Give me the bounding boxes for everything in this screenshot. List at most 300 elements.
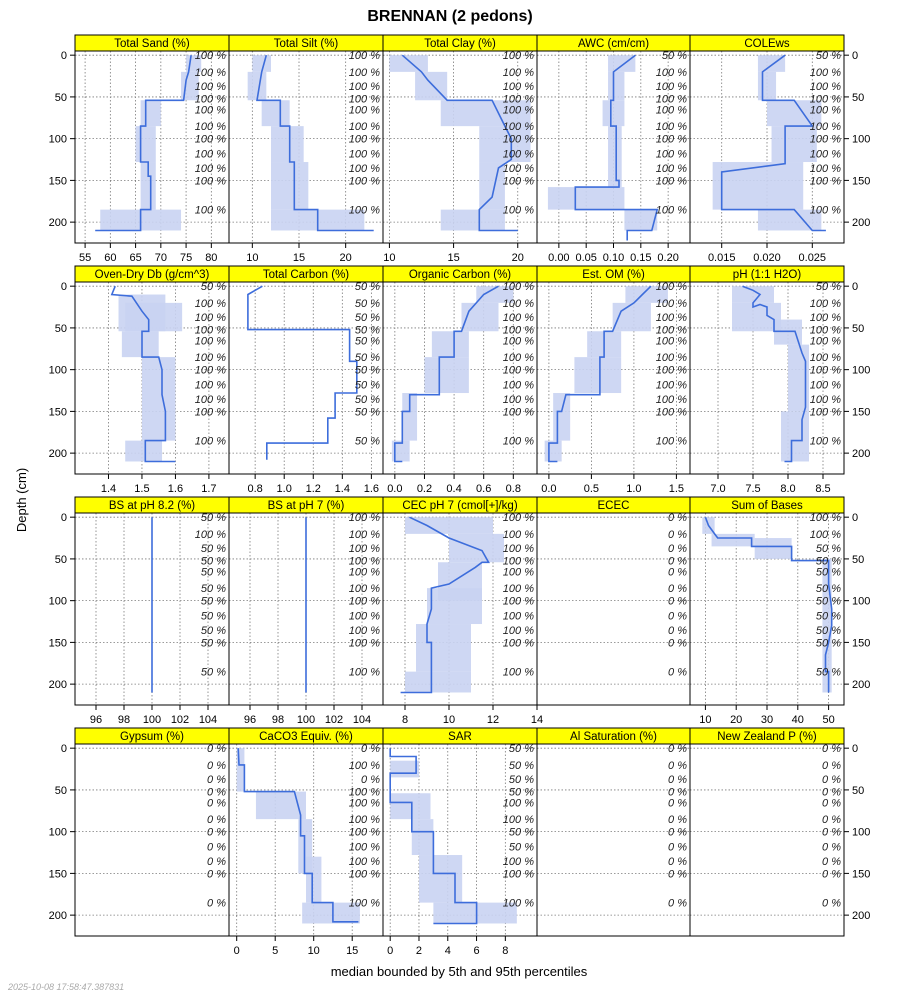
percent-label: 50 % xyxy=(815,637,841,650)
percentile-band xyxy=(136,126,156,162)
x-tick-label: 98 xyxy=(117,714,131,726)
percent-label: 0 % xyxy=(207,868,226,881)
percent-label: 50 % xyxy=(815,555,841,568)
x-tick-label: 0.4 xyxy=(446,483,462,495)
percent-label: 0 % xyxy=(207,759,226,772)
percent-label: 100 % xyxy=(655,406,687,419)
x-tick-label: 96 xyxy=(89,714,103,726)
panel-title: Total Carbon (%) xyxy=(262,269,350,281)
percent-label: 100 % xyxy=(809,312,841,325)
percent-label: 100 % xyxy=(655,133,687,146)
percent-label: 100 % xyxy=(809,352,841,365)
y-tick-label: 0 xyxy=(60,512,67,525)
percent-label: 100 % xyxy=(348,759,380,772)
panel-title: Total Silt (%) xyxy=(273,38,339,50)
percent-label: 50 % xyxy=(200,610,226,623)
percentile-band xyxy=(608,72,624,100)
percent-label: 100 % xyxy=(194,104,226,117)
percent-label: 100 % xyxy=(194,528,226,541)
percentile-band xyxy=(608,126,622,187)
x-tick-label: 0 xyxy=(387,945,394,957)
y-tick-label: 0 xyxy=(60,743,67,756)
percent-label: 100 % xyxy=(348,624,380,637)
percent-label: 100 % xyxy=(502,595,534,608)
percent-label: 100 % xyxy=(348,555,380,568)
x-tick-label: 80 xyxy=(205,252,218,264)
percent-label: 100 % xyxy=(809,406,841,419)
x-tick-label: 0.05 xyxy=(575,252,597,264)
percent-label: 50 % xyxy=(661,50,687,63)
x-tick-label: 10 xyxy=(383,252,396,264)
percent-label: 0 % xyxy=(822,797,841,810)
percent-label: 100 % xyxy=(809,324,841,337)
percent-label: 100 % xyxy=(194,364,226,377)
percent-label: 0 % xyxy=(668,595,687,608)
x-tick-label: 1.4 xyxy=(100,483,117,495)
percentile-band xyxy=(122,331,159,357)
percent-label: 0 % xyxy=(668,512,687,525)
y-tick-label: 0 xyxy=(852,281,859,294)
percent-label: 0 % xyxy=(668,610,687,623)
percent-label: 100 % xyxy=(348,162,380,175)
percent-label: 100 % xyxy=(502,281,534,294)
x-tick-label: 1.0 xyxy=(276,483,292,495)
x-tick-label: 14 xyxy=(530,714,544,726)
x-tick-label: 102 xyxy=(324,714,344,726)
percent-label: 100 % xyxy=(655,352,687,365)
x-tick-label: 1.7 xyxy=(201,483,217,495)
percent-label: 0 % xyxy=(207,786,226,799)
percent-label: 100 % xyxy=(809,148,841,161)
panel-title: ECEC xyxy=(597,500,630,512)
percent-label: 100 % xyxy=(502,583,534,596)
x-tick-label: 20 xyxy=(511,252,524,264)
x-tick-label: 0.8 xyxy=(505,483,521,495)
y-tick-label: 150 xyxy=(852,175,871,188)
percent-label: 100 % xyxy=(502,148,534,161)
percent-label: 0 % xyxy=(822,897,841,910)
percent-label: 50 % xyxy=(200,555,226,568)
y-tick-label: 0 xyxy=(852,512,859,525)
y-tick-label: 100 xyxy=(852,595,871,608)
x-tick-label: 20 xyxy=(730,714,743,726)
percent-label: 100 % xyxy=(655,335,687,348)
percentile-band xyxy=(390,793,430,819)
percent-label: 50 % xyxy=(200,637,226,650)
percent-label: 100 % xyxy=(502,637,534,650)
percent-label: 100 % xyxy=(809,379,841,392)
panel-title: BS at pH 8.2 (%) xyxy=(108,500,196,512)
y-tick-label: 50 xyxy=(852,322,865,335)
x-tick-label: 30 xyxy=(760,714,774,726)
percent-label: 100 % xyxy=(348,610,380,623)
panel-title: CaCO3 Equiv. (%) xyxy=(259,731,353,743)
x-tick-label: 0.20 xyxy=(657,252,679,264)
y-tick-label: 200 xyxy=(48,679,67,692)
percent-label: 100 % xyxy=(194,352,226,365)
percent-label: 100 % xyxy=(194,50,226,63)
percent-label: 100 % xyxy=(348,666,380,679)
percent-label: 100 % xyxy=(194,66,226,79)
x-tick-label: 75 xyxy=(179,252,193,264)
percent-label: 100 % xyxy=(502,566,534,579)
percent-label: 50 % xyxy=(354,364,380,377)
x-tick-label: 15 xyxy=(447,252,460,264)
percent-label: 0 % xyxy=(668,897,687,910)
y-tick-label: 100 xyxy=(48,595,67,608)
percentile-band xyxy=(758,72,776,100)
percent-label: 100 % xyxy=(348,786,380,799)
percent-label: 100 % xyxy=(194,297,226,310)
percent-label: 100 % xyxy=(194,148,226,161)
panel-title: Organic Carbon (%) xyxy=(408,269,512,281)
x-tick-label: 12 xyxy=(486,714,500,726)
percent-label: 100 % xyxy=(809,297,841,310)
percent-label: 100 % xyxy=(655,81,687,94)
percent-label: 100 % xyxy=(502,393,534,406)
percent-label: 50 % xyxy=(508,841,534,854)
percent-label: 50 % xyxy=(815,595,841,608)
percentile-band xyxy=(125,303,182,331)
percent-label: 50 % xyxy=(354,297,380,310)
percent-label: 50 % xyxy=(815,50,841,63)
percentile-band xyxy=(712,534,755,547)
x-tick-label: 0 xyxy=(233,945,240,957)
percent-label: 100 % xyxy=(502,204,534,217)
percent-label: 100 % xyxy=(809,512,841,525)
timestamp: 2025-10-08 17:58:47.387831 xyxy=(8,982,125,992)
percent-label: 0 % xyxy=(668,841,687,854)
percentile-band xyxy=(262,100,290,126)
x-tick-label: 10 xyxy=(442,714,456,726)
percent-label: 0 % xyxy=(668,555,687,568)
panel-title: Total Clay (%) xyxy=(424,38,496,50)
percent-label: 100 % xyxy=(194,393,226,406)
x-tick-label: 0.10 xyxy=(602,252,625,264)
percent-label: 100 % xyxy=(809,93,841,106)
x-tick-label: 6 xyxy=(473,945,480,957)
x-tick-label: 100 xyxy=(296,714,316,726)
percent-label: 100 % xyxy=(502,66,534,79)
y-tick-label: 50 xyxy=(54,784,67,797)
percent-label: 100 % xyxy=(194,324,226,337)
percent-label: 0 % xyxy=(668,566,687,579)
percent-label: 0 % xyxy=(207,774,226,787)
percent-label: 100 % xyxy=(655,297,687,310)
x-tick-label: 0.2 xyxy=(416,483,433,495)
percent-label: 100 % xyxy=(655,162,687,175)
x-tick-label: 0.0 xyxy=(541,483,557,495)
x-tick-label: 104 xyxy=(198,714,218,726)
percent-label: 100 % xyxy=(502,335,534,348)
percent-label: 0 % xyxy=(668,666,687,679)
percentile-band xyxy=(142,357,175,440)
percent-label: 100 % xyxy=(655,281,687,294)
percent-label: 0 % xyxy=(207,797,226,810)
y-tick-label: 50 xyxy=(852,91,865,104)
percent-label: 0 % xyxy=(668,743,687,756)
x-tick-label: 60 xyxy=(104,252,117,264)
panel-title: SAR xyxy=(448,731,472,743)
percent-label: 100 % xyxy=(809,435,841,448)
percent-label: 50 % xyxy=(200,281,226,294)
x-tick-label: 1.5 xyxy=(668,483,685,495)
x-tick-label: 104 xyxy=(352,714,372,726)
percent-label: 100 % xyxy=(655,324,687,337)
x-tick-label: 15 xyxy=(292,252,306,264)
panel-title: Gypsum (%) xyxy=(120,731,184,743)
percent-label: 50 % xyxy=(200,566,226,579)
y-tick-label: 50 xyxy=(54,322,67,335)
y-tick-label: 0 xyxy=(60,281,67,294)
percent-label: 100 % xyxy=(809,364,841,377)
x-tick-label: 7.5 xyxy=(745,483,761,495)
percent-label: 100 % xyxy=(655,393,687,406)
x-tick-label: 102 xyxy=(170,714,190,726)
percent-label: 100 % xyxy=(194,93,226,106)
x-tick-label: 20 xyxy=(339,252,352,264)
percent-label: 50 % xyxy=(354,406,380,419)
percent-label: 100 % xyxy=(348,204,380,217)
percent-label: 0 % xyxy=(822,814,841,827)
percent-label: 0 % xyxy=(668,583,687,596)
percent-label: 100 % xyxy=(809,204,841,217)
percent-label: 50 % xyxy=(815,624,841,637)
percentile-band xyxy=(405,672,471,693)
y-tick-label: 200 xyxy=(852,448,871,461)
percent-label: 100 % xyxy=(348,104,380,117)
percent-label: 0 % xyxy=(207,855,226,868)
percent-label: 0 % xyxy=(207,826,226,839)
percent-label: 50 % xyxy=(815,281,841,294)
percent-label: 0 % xyxy=(668,868,687,881)
percent-label: 100 % xyxy=(348,512,380,525)
percentile-band xyxy=(424,357,468,393)
x-tick-label: 1.4 xyxy=(334,483,350,495)
percent-label: 50 % xyxy=(815,610,841,623)
y-tick-label: 50 xyxy=(54,91,67,104)
percentile-band xyxy=(125,441,162,462)
y-axis-label: Depth (cm) xyxy=(14,467,29,533)
y-tick-label: 0 xyxy=(60,50,67,63)
x-tick-label: 50 xyxy=(822,714,835,726)
percent-label: 0 % xyxy=(668,855,687,868)
x-tick-label: 0.8 xyxy=(247,483,263,495)
percentile-band xyxy=(389,55,428,72)
percent-label: 100 % xyxy=(348,543,380,556)
percent-label: 100 % xyxy=(655,364,687,377)
percent-label: 100 % xyxy=(194,406,226,419)
x-tick-label: 65 xyxy=(129,252,142,264)
y-tick-label: 200 xyxy=(48,448,67,461)
percent-label: 100 % xyxy=(348,93,380,106)
percentile-band xyxy=(441,210,505,231)
percent-label: 100 % xyxy=(502,133,534,146)
percent-label: 0 % xyxy=(668,826,687,839)
percent-label: 50 % xyxy=(815,666,841,679)
percent-label: 50 % xyxy=(200,666,226,679)
x-tick-label: 70 xyxy=(154,252,167,264)
y-tick-label: 150 xyxy=(48,175,67,188)
percent-label: 50 % xyxy=(508,774,534,787)
percent-label: 100 % xyxy=(809,528,841,541)
panel-title: Est. OM (%) xyxy=(582,269,645,281)
percent-label: 50 % xyxy=(354,312,380,325)
percent-label: 100 % xyxy=(348,595,380,608)
y-tick-label: 150 xyxy=(48,406,67,419)
percent-label: 100 % xyxy=(655,121,687,134)
x-tick-label: 96 xyxy=(243,714,257,726)
percent-label: 0 % xyxy=(668,528,687,541)
y-tick-label: 200 xyxy=(852,217,871,230)
panel-title: Total Sand (%) xyxy=(114,38,190,50)
percentile-band xyxy=(306,857,321,903)
percent-label: 100 % xyxy=(809,162,841,175)
percent-label: 100 % xyxy=(502,297,534,310)
percent-label: 100 % xyxy=(348,855,380,868)
percent-label: 100 % xyxy=(502,379,534,392)
percent-label: 0 % xyxy=(361,743,380,756)
percent-label: 100 % xyxy=(655,312,687,325)
percentile-band xyxy=(141,100,161,126)
y-tick-label: 150 xyxy=(852,868,871,881)
x-tick-label: 98 xyxy=(271,714,285,726)
percent-label: 100 % xyxy=(655,104,687,117)
percent-label: 100 % xyxy=(502,855,534,868)
percent-label: 100 % xyxy=(194,175,226,188)
percent-label: 100 % xyxy=(194,121,226,134)
percent-label: 100 % xyxy=(348,868,380,881)
percent-label: 50 % xyxy=(200,543,226,556)
percent-label: 100 % xyxy=(502,175,534,188)
percent-label: 50 % xyxy=(354,352,380,365)
percentile-band xyxy=(390,761,419,778)
percent-label: 0 % xyxy=(207,841,226,854)
y-tick-label: 100 xyxy=(852,364,871,377)
percentile-band xyxy=(713,162,804,210)
percent-label: 50 % xyxy=(200,595,226,608)
percent-label: 100 % xyxy=(348,583,380,596)
y-tick-label: 0 xyxy=(852,743,859,756)
panel-title: AWC (cm/cm) xyxy=(577,38,650,50)
percent-label: 50 % xyxy=(200,512,226,525)
percent-label: 100 % xyxy=(194,133,226,146)
y-tick-label: 50 xyxy=(852,553,865,566)
x-tick-label: 10 xyxy=(307,945,320,957)
percent-label: 100 % xyxy=(655,66,687,79)
percentile-band xyxy=(427,588,482,624)
percent-label: 100 % xyxy=(348,81,380,94)
x-axis-label: median bounded by 5th and 95th percentiles xyxy=(330,964,588,979)
y-tick-label: 200 xyxy=(852,910,871,923)
x-tick-label: 0.020 xyxy=(753,252,781,264)
figure-title: BRENNAN (2 pedons) xyxy=(367,8,533,25)
panel-title: COLEws xyxy=(744,38,790,50)
percentile-band xyxy=(416,624,471,672)
percent-label: 100 % xyxy=(655,379,687,392)
percent-label: 0 % xyxy=(668,814,687,827)
percent-label: 0 % xyxy=(668,624,687,637)
panel-title: CEC pH 7 (cmol[+]/kg) xyxy=(402,500,518,512)
x-tick-label: 0.6 xyxy=(476,483,492,495)
percentile-band xyxy=(432,331,469,357)
percentile-band xyxy=(732,286,774,303)
percent-label: 100 % xyxy=(502,352,534,365)
x-tick-label: 0.5 xyxy=(583,483,600,495)
percent-label: 100 % xyxy=(502,104,534,117)
percent-label: 0 % xyxy=(822,786,841,799)
x-tick-label: 5 xyxy=(272,945,279,957)
percent-label: 100 % xyxy=(348,814,380,827)
percent-label: 100 % xyxy=(809,104,841,117)
percent-label: 50 % xyxy=(508,786,534,799)
percent-label: 100 % xyxy=(809,133,841,146)
percent-label: 50 % xyxy=(200,624,226,637)
y-tick-label: 150 xyxy=(852,406,871,419)
y-tick-label: 100 xyxy=(48,826,67,839)
percent-label: 0 % xyxy=(207,897,226,910)
percent-label: 0 % xyxy=(207,743,226,756)
percent-label: 100 % xyxy=(502,324,534,337)
percent-label: 100 % xyxy=(348,637,380,650)
percent-label: 100 % xyxy=(194,335,226,348)
percent-label: 100 % xyxy=(348,566,380,579)
x-tick-label: 0.0 xyxy=(387,483,403,495)
panel-title: Al Saturation (%) xyxy=(570,731,657,743)
percent-label: 100 % xyxy=(502,624,534,637)
percent-label: 50 % xyxy=(354,335,380,348)
percent-label: 100 % xyxy=(502,364,534,377)
percentile-band xyxy=(781,411,809,461)
percent-label: 0 % xyxy=(822,743,841,756)
percent-label: 0 % xyxy=(668,774,687,787)
percentile-band xyxy=(479,162,505,210)
percent-label: 100 % xyxy=(809,393,841,406)
x-tick-label: 1.6 xyxy=(363,483,380,495)
percent-label: 100 % xyxy=(502,50,534,63)
percentile-band xyxy=(548,187,625,210)
percent-label: 0 % xyxy=(822,868,841,881)
percent-label: 100 % xyxy=(502,666,534,679)
percent-label: 50 % xyxy=(815,583,841,596)
percent-label: 100 % xyxy=(655,435,687,448)
y-tick-label: 100 xyxy=(852,133,871,146)
percent-label: 100 % xyxy=(655,93,687,106)
x-tick-label: 1.5 xyxy=(134,483,150,495)
percentile-band xyxy=(405,517,493,534)
percent-label: 100 % xyxy=(655,148,687,161)
percent-label: 0 % xyxy=(822,826,841,839)
percentile-band xyxy=(271,162,308,210)
percent-label: 100 % xyxy=(655,204,687,217)
x-tick-label: 10 xyxy=(246,252,259,264)
y-tick-label: 100 xyxy=(48,133,67,146)
percent-label: 100 % xyxy=(194,435,226,448)
panel-title: pH (1:1 H2O) xyxy=(732,269,802,281)
percent-label: 100 % xyxy=(502,162,534,175)
percent-label: 100 % xyxy=(655,175,687,188)
percent-label: 50 % xyxy=(508,743,534,756)
percent-label: 50 % xyxy=(508,826,534,839)
percent-label: 100 % xyxy=(502,797,534,810)
percent-label: 50 % xyxy=(354,379,380,392)
percent-label: 100 % xyxy=(502,610,534,623)
percentile-band xyxy=(271,126,304,162)
x-tick-label: 0.015 xyxy=(707,252,736,264)
percent-label: 100 % xyxy=(502,897,534,910)
y-tick-label: 50 xyxy=(852,784,865,797)
percent-label: 100 % xyxy=(502,814,534,827)
